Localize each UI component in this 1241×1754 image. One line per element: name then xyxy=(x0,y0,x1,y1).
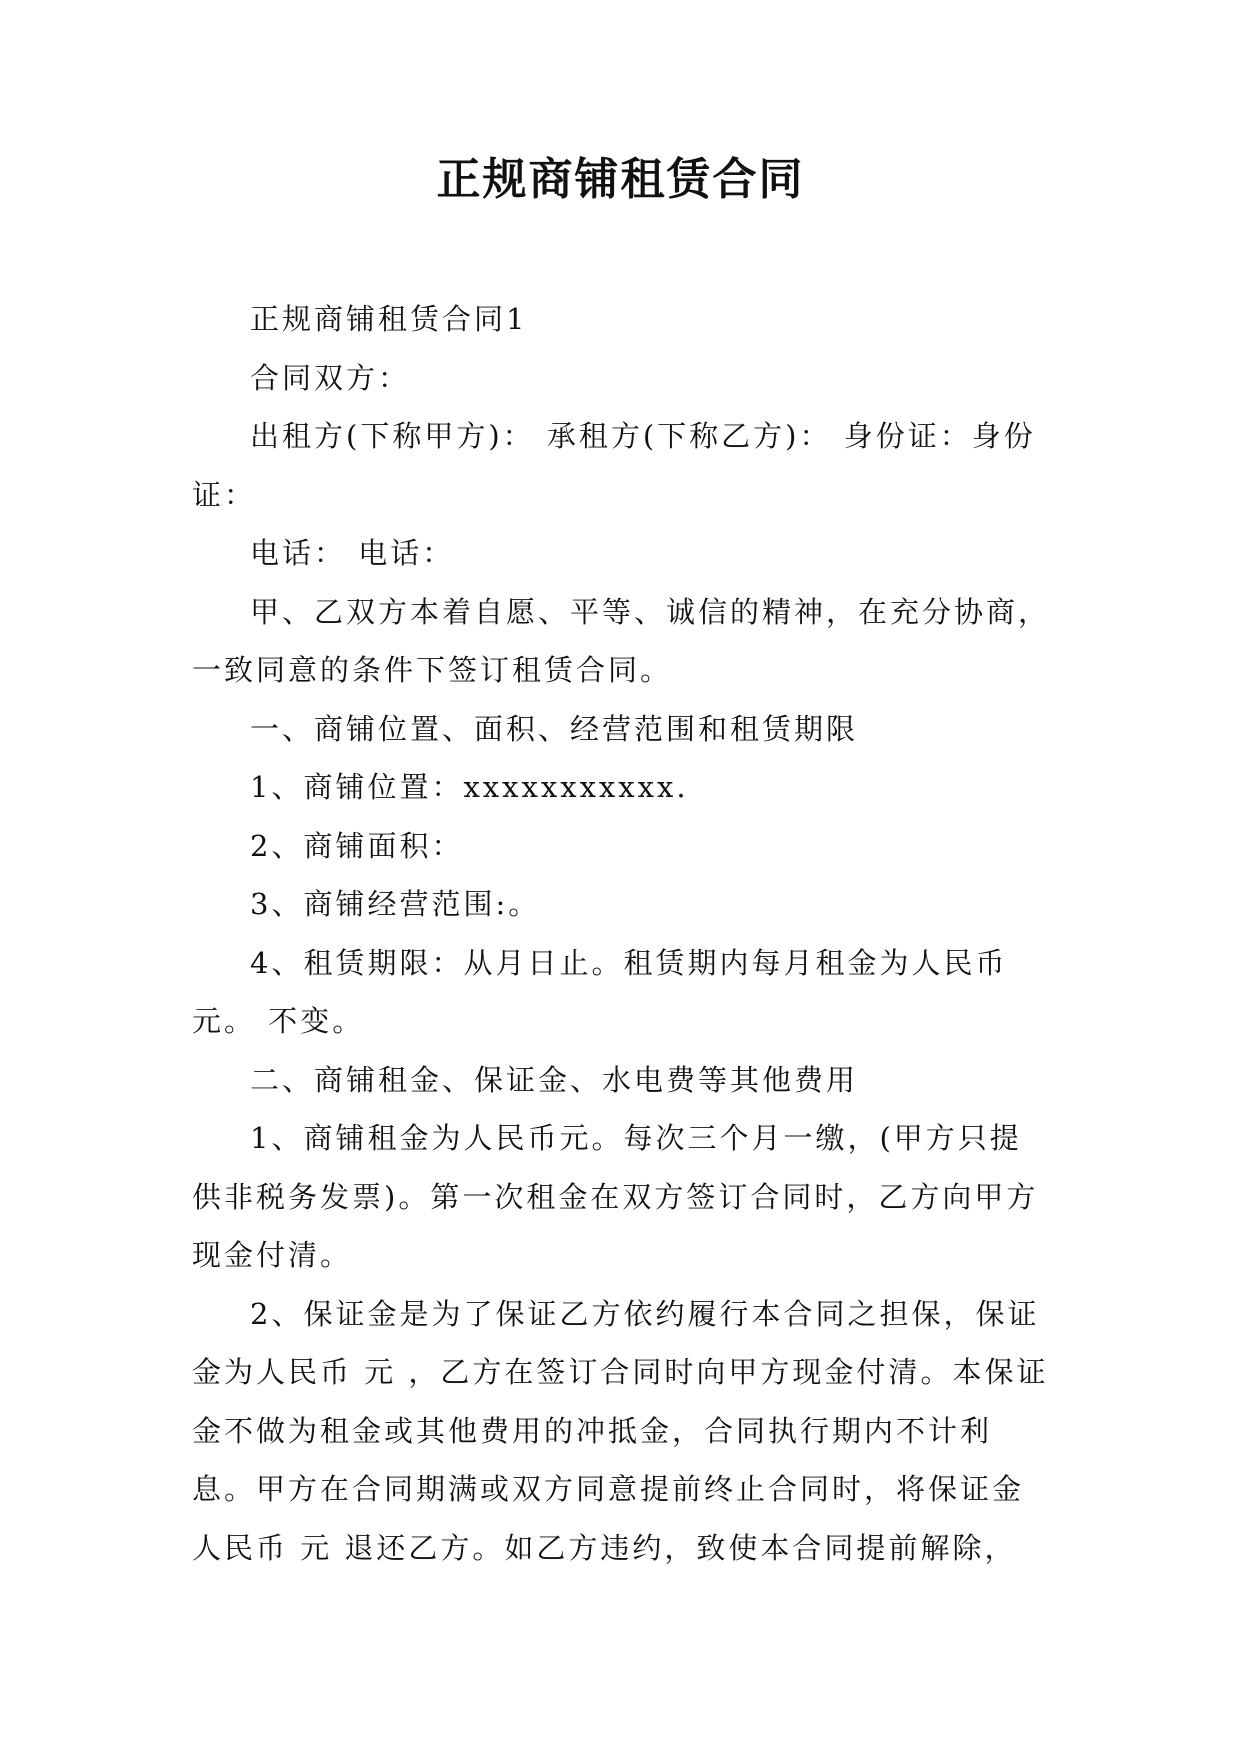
paragraph-contract-heading: 正规商铺租赁合同1 xyxy=(250,302,528,336)
paragraph-location: 1、商铺位置：xxxxxxxxxxx. xyxy=(250,770,689,804)
paragraph-scope: 3、商铺经营范围:。 xyxy=(250,887,541,921)
section-heading-1: 一、商铺位置、面积、经营范围和租赁期限 xyxy=(250,711,859,746)
document-title: 正规商铺租赁合同 xyxy=(436,154,805,205)
paragraph-rent: 1、商铺租金为人民币元。每次三个月一缴，(甲方只提供非税务发票)。第一次租金在双方签订合同时，乙方向甲方现金付清。 xyxy=(192,1121,1039,1272)
paragraph-lessor-lessee: 出租方(下称甲方)： 承租方(下称乙方)： 身份证：身份证： xyxy=(192,419,1036,512)
paragraph-deposit: 2、保证金是为了保证乙方依约履行本合同之担保，保证金为人民币 元 ，乙方在签订合同时向甲方现金付清。本保证金不做为租金或其他费用的冲抵金，合同执行期内不计利息。甲方在合同期满或双方同意提前终止合同时，将保证金人民币 元 退还乙方。如乙方违约，致使本合同提前解除， xyxy=(192,1296,1049,1565)
paragraph-parties: 合同双方： xyxy=(250,360,411,395)
document-body xyxy=(192,290,1052,1577)
section-heading-2: 二、商铺租金、保证金、水电费等其他费用 xyxy=(250,1062,859,1097)
paragraph-phone: 电话： 电话： xyxy=(250,536,455,570)
paragraph-area: 2、商铺面积： xyxy=(250,828,464,863)
paragraph-term: 4、租赁期限：从月日止。租赁期内每月租金为人民币元。 不变。 xyxy=(192,945,1008,1038)
paragraph-preamble: 甲、乙双方本着自愿、平等、诚信的精神，在充分协商，一致同意的条件下签订租赁合同。 xyxy=(192,594,1051,687)
